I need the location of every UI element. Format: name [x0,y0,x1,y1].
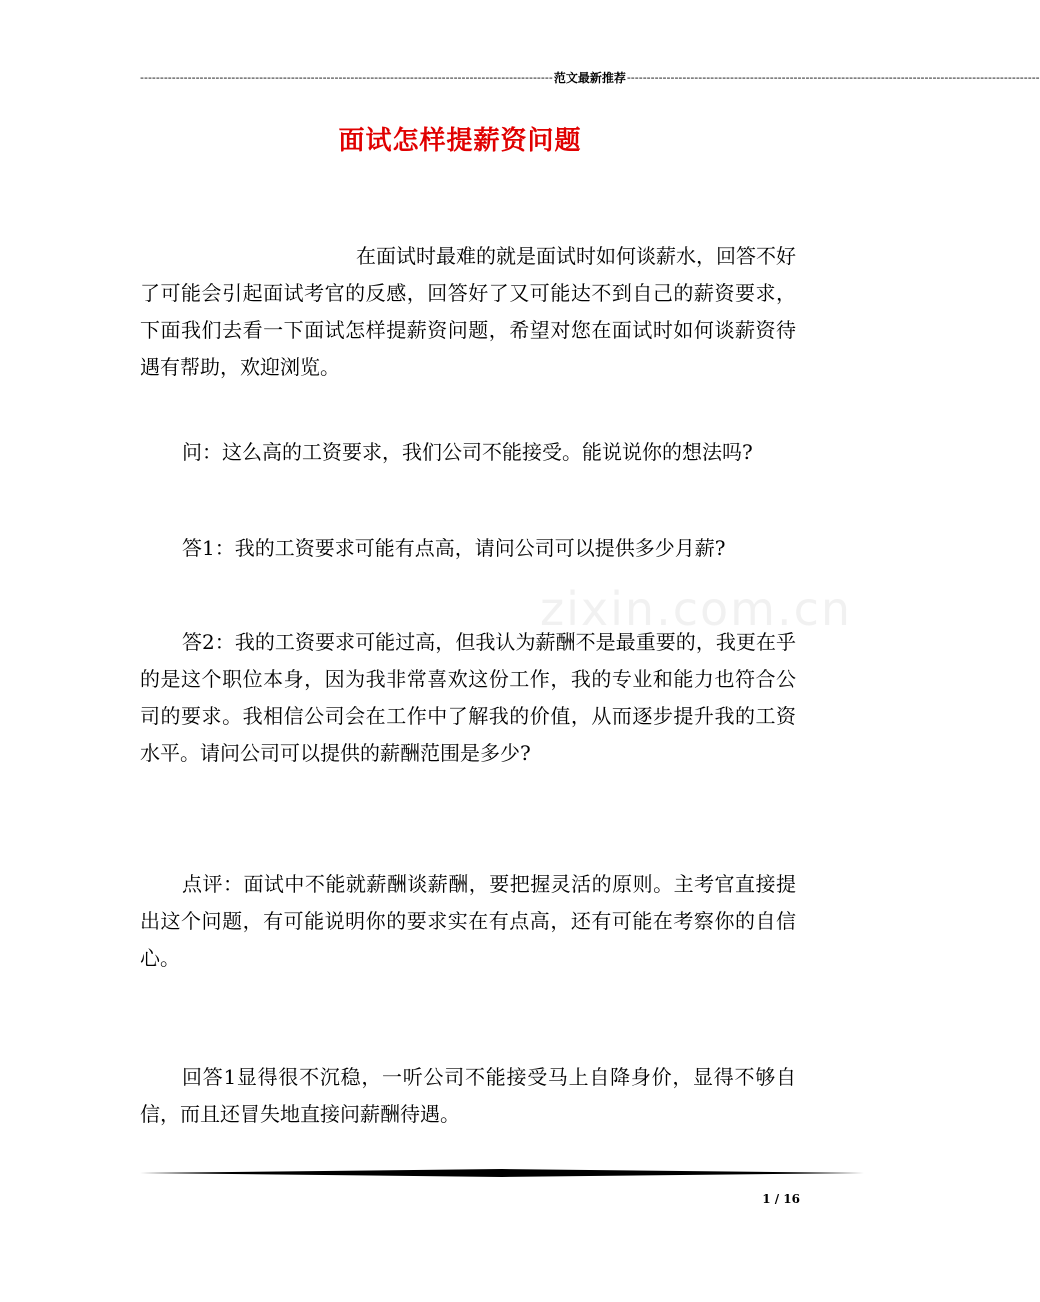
paragraph-intro: 在面试时最难的就是面试时如何谈薪水，回答不好了可能会引起面试考官的反感，回答好了又可能达不到自己的薪资要求，下面我们去看一下面试怎样提薪资问题，希望对您在面试时如何谈薪资待遇有帮助，欢迎浏览。 [140,244,796,379]
page-header [140,68,1040,86]
paragraph-answer-2: 答2：我的工资要求可能过高，但我认为薪酬不是最重要的，我更在乎的是这个职位本身，因为我非常喜欢这份工作，我的专业和能力也符合公司的要求。我相信公司会在工作中了解我的价值，从而逐步提升我的工资水平。请问公司可以提供的薪酬范围是多少? [140,630,796,765]
header-label: 范文最新推荐 [553,70,626,85]
paragraph-question: 问：这么高的工资要求，我们公司不能接受。能说说你的想法吗? [182,440,753,464]
paragraph-comment: 点评：面试中不能就薪酬谈薪酬，要把握灵活的原则。主考官直接提出这个问题，有可能说明你的要求实在有点高，还有可能在考察你的自信心。 [140,872,796,970]
header-dashes-right: -------------------------------------------------------------------------------------------------------- [626,70,1040,84]
header-dashes-left: -------------------------------------------------------------------------------------------------------- [140,70,553,84]
paragraph-answer-1: 答1：我的工资要求可能有点高，请问公司可以提供多少月薪? [182,536,726,560]
watermark: zixin.com.cn [540,582,853,636]
paragraph-analysis: 回答1显得很不沉稳，一听公司不能接受马上自降身价，显得不够自信，而且还冒失地直接问薪酬待遇。 [140,1065,796,1126]
footer-rule [140,1168,864,1178]
page-number: 1 / 16 [762,1192,800,1206]
document-title: 面试怎样提薪资问题 [338,126,582,156]
